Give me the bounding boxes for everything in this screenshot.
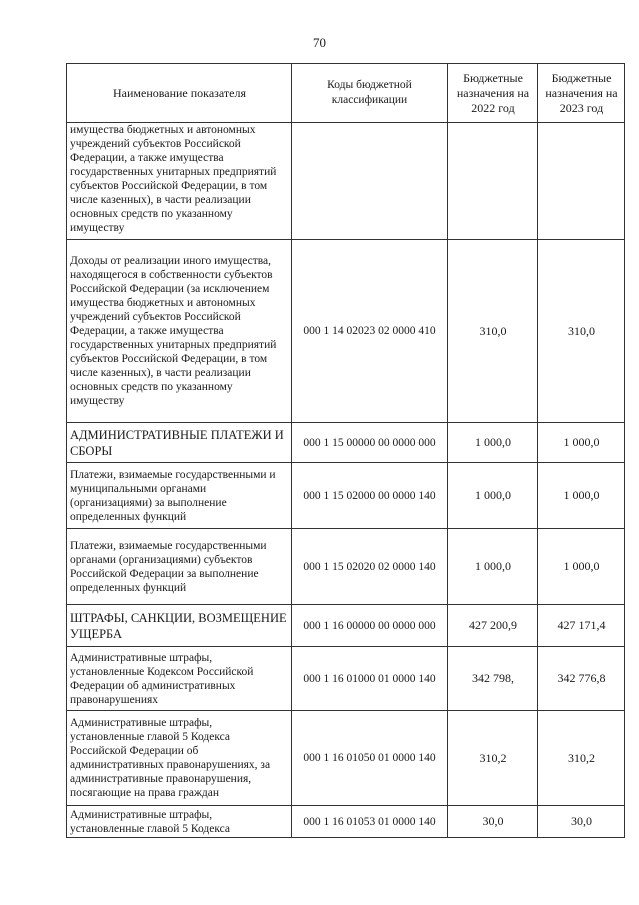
- row-name: имущества бюджетных и автономных учреждений субъектов Российской Федерации, а также имущества государственных унитарных предприятий субъектов Российской Федерации, в том числе казенных), в части реализации основных средств по указанному имуществу: [67, 123, 292, 240]
- header-indicator-name: Наименование показателя: [67, 64, 292, 123]
- row-code: 000 1 15 02000 00 0000 140: [292, 463, 448, 529]
- row-name: Доходы от реализации иного имущества, находящегося в собственности субъектов Российской Федерации (за исключением имущества бюджетных и автономных учреждений субъектов Российской Федерации, а также имущества государственных унитарных предприятий субъектов Российской Федерации, в том числе казенных), в части реализации основных средств по указанному имуществу: [67, 240, 292, 423]
- row-value-2022: 1 000,0: [448, 423, 538, 463]
- table-row: [67, 123, 625, 240]
- row-value-2022: 342 798,: [448, 647, 538, 711]
- row-code: 000 1 15 02020 02 0000 140: [292, 529, 448, 605]
- row-value-2023: 310,0: [538, 240, 625, 423]
- row-value-2023: 1 000,0: [538, 423, 625, 463]
- row-code: 000 1 16 00000 00 0000 000: [292, 605, 448, 647]
- row-value-2022: 1 000,0: [448, 463, 538, 529]
- row-name: Административные штрафы, установленные главой 5 Кодекса Российской Федерации об административных правонарушениях, за административные правонарушения, посягающие на права граждан: [67, 711, 292, 806]
- row-code: 000 1 16 01053 01 0000 140: [292, 806, 448, 838]
- row-value-2023: 342 776,8: [538, 647, 625, 711]
- row-value-2022: 1 000,0: [448, 529, 538, 605]
- row-code: [292, 123, 448, 240]
- page-number: 70: [313, 35, 326, 50]
- row-name: Платежи, взимаемые государственными и муниципальными органами (организациями) за выполнение определенных функций: [67, 463, 292, 529]
- table-header-row: [67, 64, 625, 123]
- row-value-2022: 427 200,9: [448, 605, 538, 647]
- row-value-2023: 1 000,0: [538, 529, 625, 605]
- header-budget-2023: Бюджетные назначения на 2023 год: [538, 64, 625, 123]
- row-value-2023: 427 171,4: [538, 605, 625, 647]
- row-value-2022: 310,0: [448, 240, 538, 423]
- table-row: [67, 806, 625, 838]
- row-name: Платежи, взимаемые государственными органами (организациями) субъектов Российской Федерации за выполнение определенных функций: [67, 529, 292, 605]
- row-value-2022: 30,0: [448, 806, 538, 838]
- table-row: [67, 240, 625, 423]
- row-code: 000 1 15 00000 00 0000 000: [292, 423, 448, 463]
- row-value-2023: 1 000,0: [538, 463, 625, 529]
- table-row: [67, 605, 625, 647]
- budget-table: [66, 63, 625, 838]
- row-code: 000 1 16 01050 01 0000 140: [292, 711, 448, 806]
- row-name: ШТРАФЫ, САНКЦИИ, ВОЗМЕЩЕНИЕ УЩЕРБА: [67, 605, 292, 647]
- row-value-2022: [448, 123, 538, 240]
- row-value-2023: 310,2: [538, 711, 625, 806]
- row-code: 000 1 14 02023 02 0000 410: [292, 240, 448, 423]
- row-value-2022: 310,2: [448, 711, 538, 806]
- row-name: АДМИНИСТРАТИВНЫЕ ПЛАТЕЖИ И СБОРЫ: [67, 423, 292, 463]
- table-row: [67, 647, 625, 711]
- row-value-2023: [538, 123, 625, 240]
- row-code: 000 1 16 01000 01 0000 140: [292, 647, 448, 711]
- header-budget-codes: Коды бюджетной классификации: [292, 64, 448, 123]
- table-row: [67, 423, 625, 463]
- table-row: [67, 463, 625, 529]
- row-value-2023: 30,0: [538, 806, 625, 838]
- header-budget-2022: Бюджетные назначения на 2022 год: [448, 64, 538, 123]
- table-row: [67, 529, 625, 605]
- row-name: Административные штрафы, установленные главой 5 Кодекса: [67, 806, 292, 838]
- row-name: Административные штрафы, установленные Кодексом Российской Федерации об административных правонарушениях: [67, 647, 292, 711]
- table-row: [67, 711, 625, 806]
